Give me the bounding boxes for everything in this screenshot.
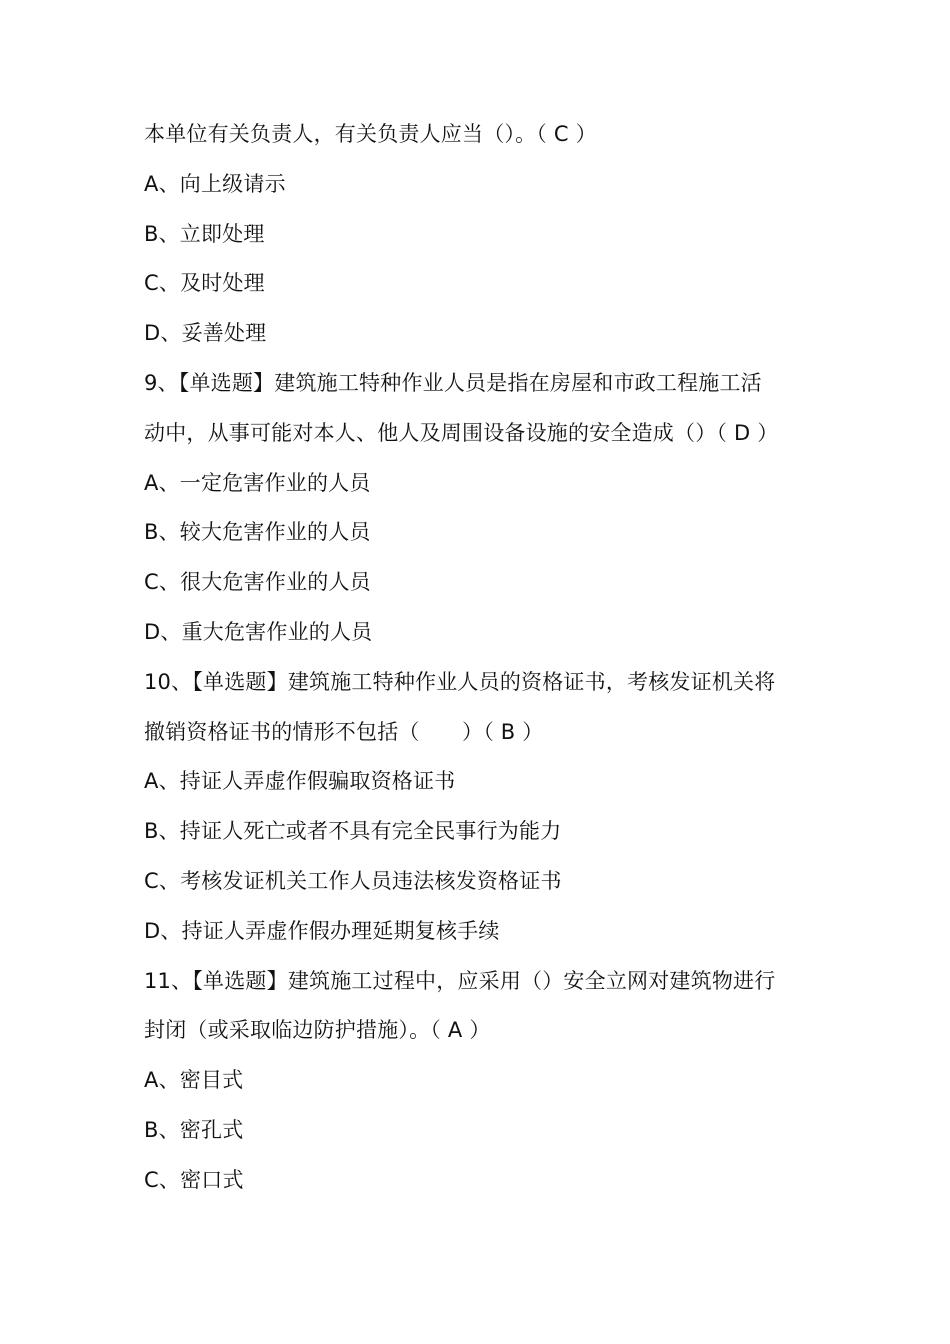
question-11-option-a: A、密目式	[144, 1068, 244, 1093]
document-page	[144, 110, 824, 1206]
question-9-stem-line-1: 9、【单选题】建筑施工特种作业人员是指在房屋和市政工程施工活	[144, 370, 762, 395]
question-10-option-d: D、持证人弄虚作假办理延期复核手续	[144, 918, 500, 943]
question-9-option-a: A、一定危害作业的人员	[144, 470, 371, 495]
question-8-option-c: C、及时处理	[144, 271, 265, 296]
question-11-option-b: B、密孔式	[144, 1117, 244, 1142]
question-11-option-c: C、密口式	[144, 1167, 244, 1192]
question-10-stem-line-1: 10、【单选题】建筑施工特种作业人员的资格证书，考核发证机关将	[144, 669, 776, 694]
question-10-stem-line-2: 撤销资格证书的情形不包括（ ）（ B ）	[144, 719, 544, 744]
question-9-option-b: B、较大危害作业的人员	[144, 520, 371, 545]
question-9-option-c: C、很大危害作业的人员	[144, 570, 371, 595]
question-11-stem-line-1: 11、【单选题】建筑施工过程中，应采用（）安全立网对建筑物进行	[144, 968, 776, 993]
question-8-continuation: 本单位有关负责人，有关负责人应当（）。（ C ）	[144, 122, 597, 146]
question-11-stem-line-2: 封闭（或采取临边防护措施）。（ A ）	[144, 1018, 491, 1043]
question-8-option-b: B、立即处理	[144, 221, 265, 246]
question-10-option-c: C、考核发证机关工作人员违法核发资格证书	[144, 868, 562, 893]
question-8-option-a: A、向上级请示	[144, 171, 286, 196]
question-10-option-b: B、持证人死亡或者不具有完全民事行为能力	[144, 819, 562, 844]
question-10-option-a: A、持证人弄虚作假骗取资格证书	[144, 769, 456, 794]
question-8-option-d: D、妥善处理	[144, 321, 267, 346]
question-9-option-d: D、重大危害作业的人员	[144, 619, 373, 644]
question-9-stem-line-2: 动中，从事可能对本人、他人及周围设备设施的安全造成（）（ D ）	[144, 420, 779, 445]
